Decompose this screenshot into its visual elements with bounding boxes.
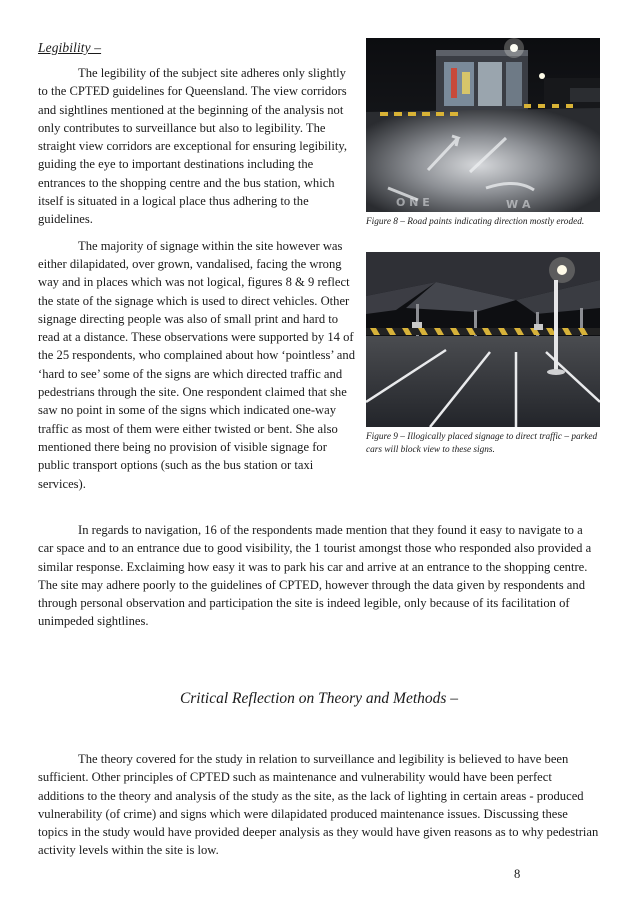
svg-text:W A: W A (506, 198, 531, 211)
section-title: Critical Reflection on Theory and Methods – (179, 690, 459, 707)
navigation-section (38, 521, 600, 631)
figure-8-caption: Figure 8 – Road paints indicating direction mostly eroded. (366, 217, 585, 227)
legibility-heading: Legibility – (38, 40, 102, 55)
figure-8-photo (366, 38, 600, 212)
left-column (38, 64, 358, 501)
navigation-paragraph: In regards to navigation, 16 of the respondents made mention that they found it easy to navigate to a car space and to an entrance due to good visibility, the 1 tourist amongst those who responded also provided a similar response. Exclaiming how easy it was to park his car and arrive at an entrance to the shopping centre. The site may adhere poorly to the guidelines of CPTED, however through the data given by respondents and through personal observation and participation the site is indeed legible, only because of its facilitation of unimpeded sightlines. (38, 523, 592, 629)
svg-text:O N E: O N E (396, 196, 430, 209)
figure-8 (366, 38, 600, 229)
legibility-paragraph-2: The majority of signage within the site however was either dilapidated, over grown, vandalised, facing the wrong way and in places which was not logical, figures 8 & 9 reflect the state of the signage which is used to direct vehicles. Other signage directing people was also of small print and hard to read at a distance. These observations were supported by 14 of the 25 respondents, who complained about how ‘pointless’ and ‘hard to see’ some of the signs are which directed traffic and pedestrians through the site. One respondent claimed that she saw no point in some of the signs which indicated one-way traffic as most of them were either twisted or bent. She also mentioned there being no provision of visible signage for public transport options (such as the bus station or taxi services). (38, 238, 355, 491)
figure-9-photo (366, 252, 600, 427)
theory-paragraph: The theory covered for the study in relation to surveillance and legibility is believed to have been sufficient. Other principles of CPTED such as maintenance and vulnerability would have been perfect additions to the theory and analysis of the study as the site, as the lack of lighting in certain areas - produced vulnerability (of crime) and signs which were dilapidated produced maintenance issues. Discussing these topics in the study would have provided deeper analysis as they would have given reasons as to why pedestrian activity levels within the site is low. (38, 752, 599, 858)
figure-9 (366, 252, 600, 457)
figure-9-caption: Figure 9 – Illogically placed signage to direct traffic – parked cars will block view to these signs. (366, 432, 598, 455)
legibility-paragraph-1: The legibility of the subject site adheres only slightly to the CPTED guidelines for Queensland. The view corridors and sightlines mentioned at the beginning of the analysis not only contributes to surveillance but also to legibility. The straight view corridors are exceptional for ensuring legibility, guiding the eye to important destinations including the entrances to the shopping centre and the bus station, which itself is situated in a logical place thus adhering to the guidelines. (38, 66, 348, 227)
page-number: 8 (514, 867, 521, 881)
theory-section (38, 750, 600, 860)
